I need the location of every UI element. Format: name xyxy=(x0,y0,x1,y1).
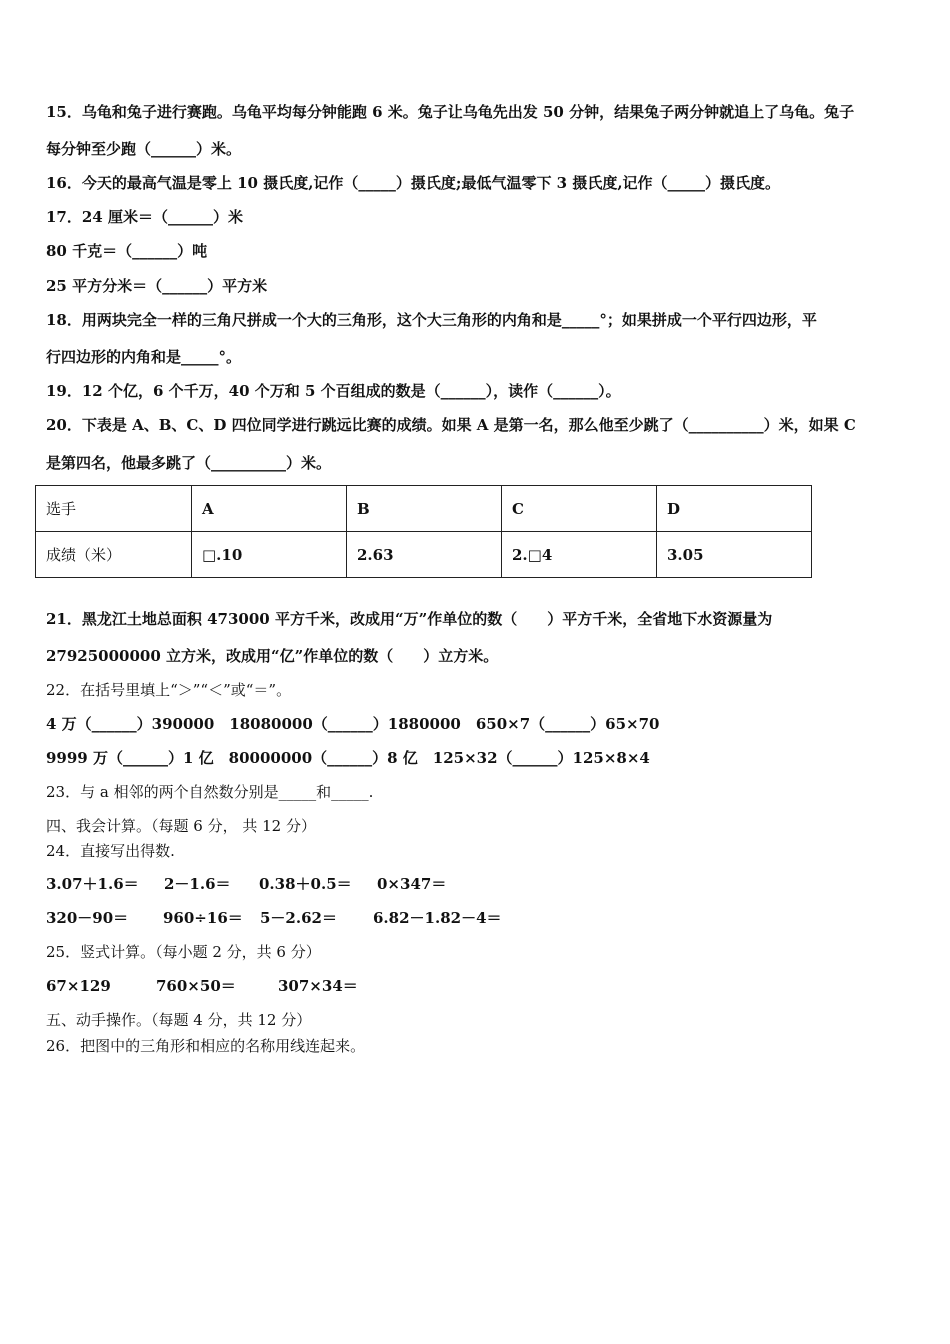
q24-title: 24．直接写出得数. xyxy=(46,842,175,860)
q17-c: 25 平方分米＝（______）平方米 xyxy=(46,277,268,295)
question-23: 23．与 a 相邻的两个自然数分别是_____和_____. xyxy=(46,783,374,801)
q22-row1: 4 万（______）390000 18080000（______）1880000 650×7（______）65×70 xyxy=(46,715,660,733)
score-table xyxy=(35,485,812,578)
q21-line1: 21．黑龙江土地总面积 473000 平方千米，改成用“万”作单位的数（ ）平方千米，全省地下水资源量为 xyxy=(46,610,773,628)
table-cell: □.10 xyxy=(192,532,347,578)
section-4-heading: 四、我会计算。（每题 6 分， 共 12 分） xyxy=(46,817,316,835)
q24-row2 xyxy=(46,908,502,928)
calc-item: 320－90＝ xyxy=(46,909,129,927)
table-cell: 成绩（米） xyxy=(36,532,192,578)
table-header-cell: C xyxy=(502,486,657,532)
q17-b: 80 千克＝（______）吨 xyxy=(46,242,208,260)
calc-item: 0.38＋0.5＝ xyxy=(259,875,352,893)
table-header-cell: D xyxy=(657,486,812,532)
q18-line2: 行四边形的内角和是_____°。 xyxy=(46,348,242,366)
q20-line1: 20．下表是 A、B、C、D 四位同学进行跳远比赛的成绩。如果 A 是第一名，那么他至少跳了（__________）米，如果 C xyxy=(46,416,856,434)
calc-item: 0×347＝ xyxy=(377,875,447,893)
calc-item: 760×50＝ xyxy=(156,977,236,995)
section-5-heading: 五、动手操作。（每题 4 分，共 12 分） xyxy=(46,1011,312,1029)
table-header-cell: 选手 xyxy=(36,486,192,532)
table-cell: 2.□4 xyxy=(502,532,657,578)
q25-row xyxy=(46,976,358,996)
table-header-row xyxy=(36,486,812,532)
question-16: 16．今天的最高气温是零上 10 摄氏度,记作（_____）摄氏度;最低气温零下 3 摄氏度,记作（_____）摄氏度。 xyxy=(46,174,781,192)
table-header-cell: B xyxy=(347,486,502,532)
q24-row1 xyxy=(46,874,446,894)
q15-line1: 15．乌龟和兔子进行赛跑。乌龟平均每分钟能跑 6 米。兔子让乌龟先出发 50 分钟，结果兔子两分钟就追上了乌龟。兔子 xyxy=(46,103,855,121)
q22-row2: 9999 万（______）1 亿 80000000（______）8 亿 125×32（______）125×8×4 xyxy=(46,749,650,767)
calc-item: 6.82－1.82－4＝ xyxy=(373,909,502,927)
calc-item: 2－1.6＝ xyxy=(164,875,231,893)
calc-item: 307×34＝ xyxy=(278,977,358,995)
q18-line1: 18．用两块完全一样的三角尺拼成一个大的三角形，这个大三角形的内角和是_____°；如果拼成一个平行四边形，平 xyxy=(46,311,817,329)
q15-line2: 每分钟至少跑（______）米。 xyxy=(46,140,242,158)
table-row xyxy=(36,532,812,578)
question-19: 19．12 个亿，6 个千万，40 个万和 5 个百组成的数是（______），读作（______）。 xyxy=(46,382,621,400)
calc-item: 3.07＋1.6＝ xyxy=(46,875,139,893)
q21-line2: 27925000000 立方米，改成用“亿”作单位的数（ ）立方米。 xyxy=(46,647,499,665)
table-cell: 3.05 xyxy=(657,532,812,578)
table-cell: 2.63 xyxy=(347,532,502,578)
calc-item: 5－2.62＝ xyxy=(260,909,337,927)
question-26: 26．把图中的三角形和相应的名称用线连起来。 xyxy=(46,1037,366,1055)
q25-title: 25．竖式计算。（每小题 2 分，共 6 分） xyxy=(46,943,321,961)
calc-item: 67×129 xyxy=(46,977,111,995)
q17-a: 17．24 厘米＝（______）米 xyxy=(46,208,243,226)
q20-line2: 是第四名，他最多跳了（__________）米。 xyxy=(46,454,332,472)
q22-title: 22．在括号里填上“＞”“＜”或“＝”。 xyxy=(46,681,292,699)
table-header-cell: A xyxy=(192,486,347,532)
calc-item: 960÷16＝ xyxy=(163,909,243,927)
